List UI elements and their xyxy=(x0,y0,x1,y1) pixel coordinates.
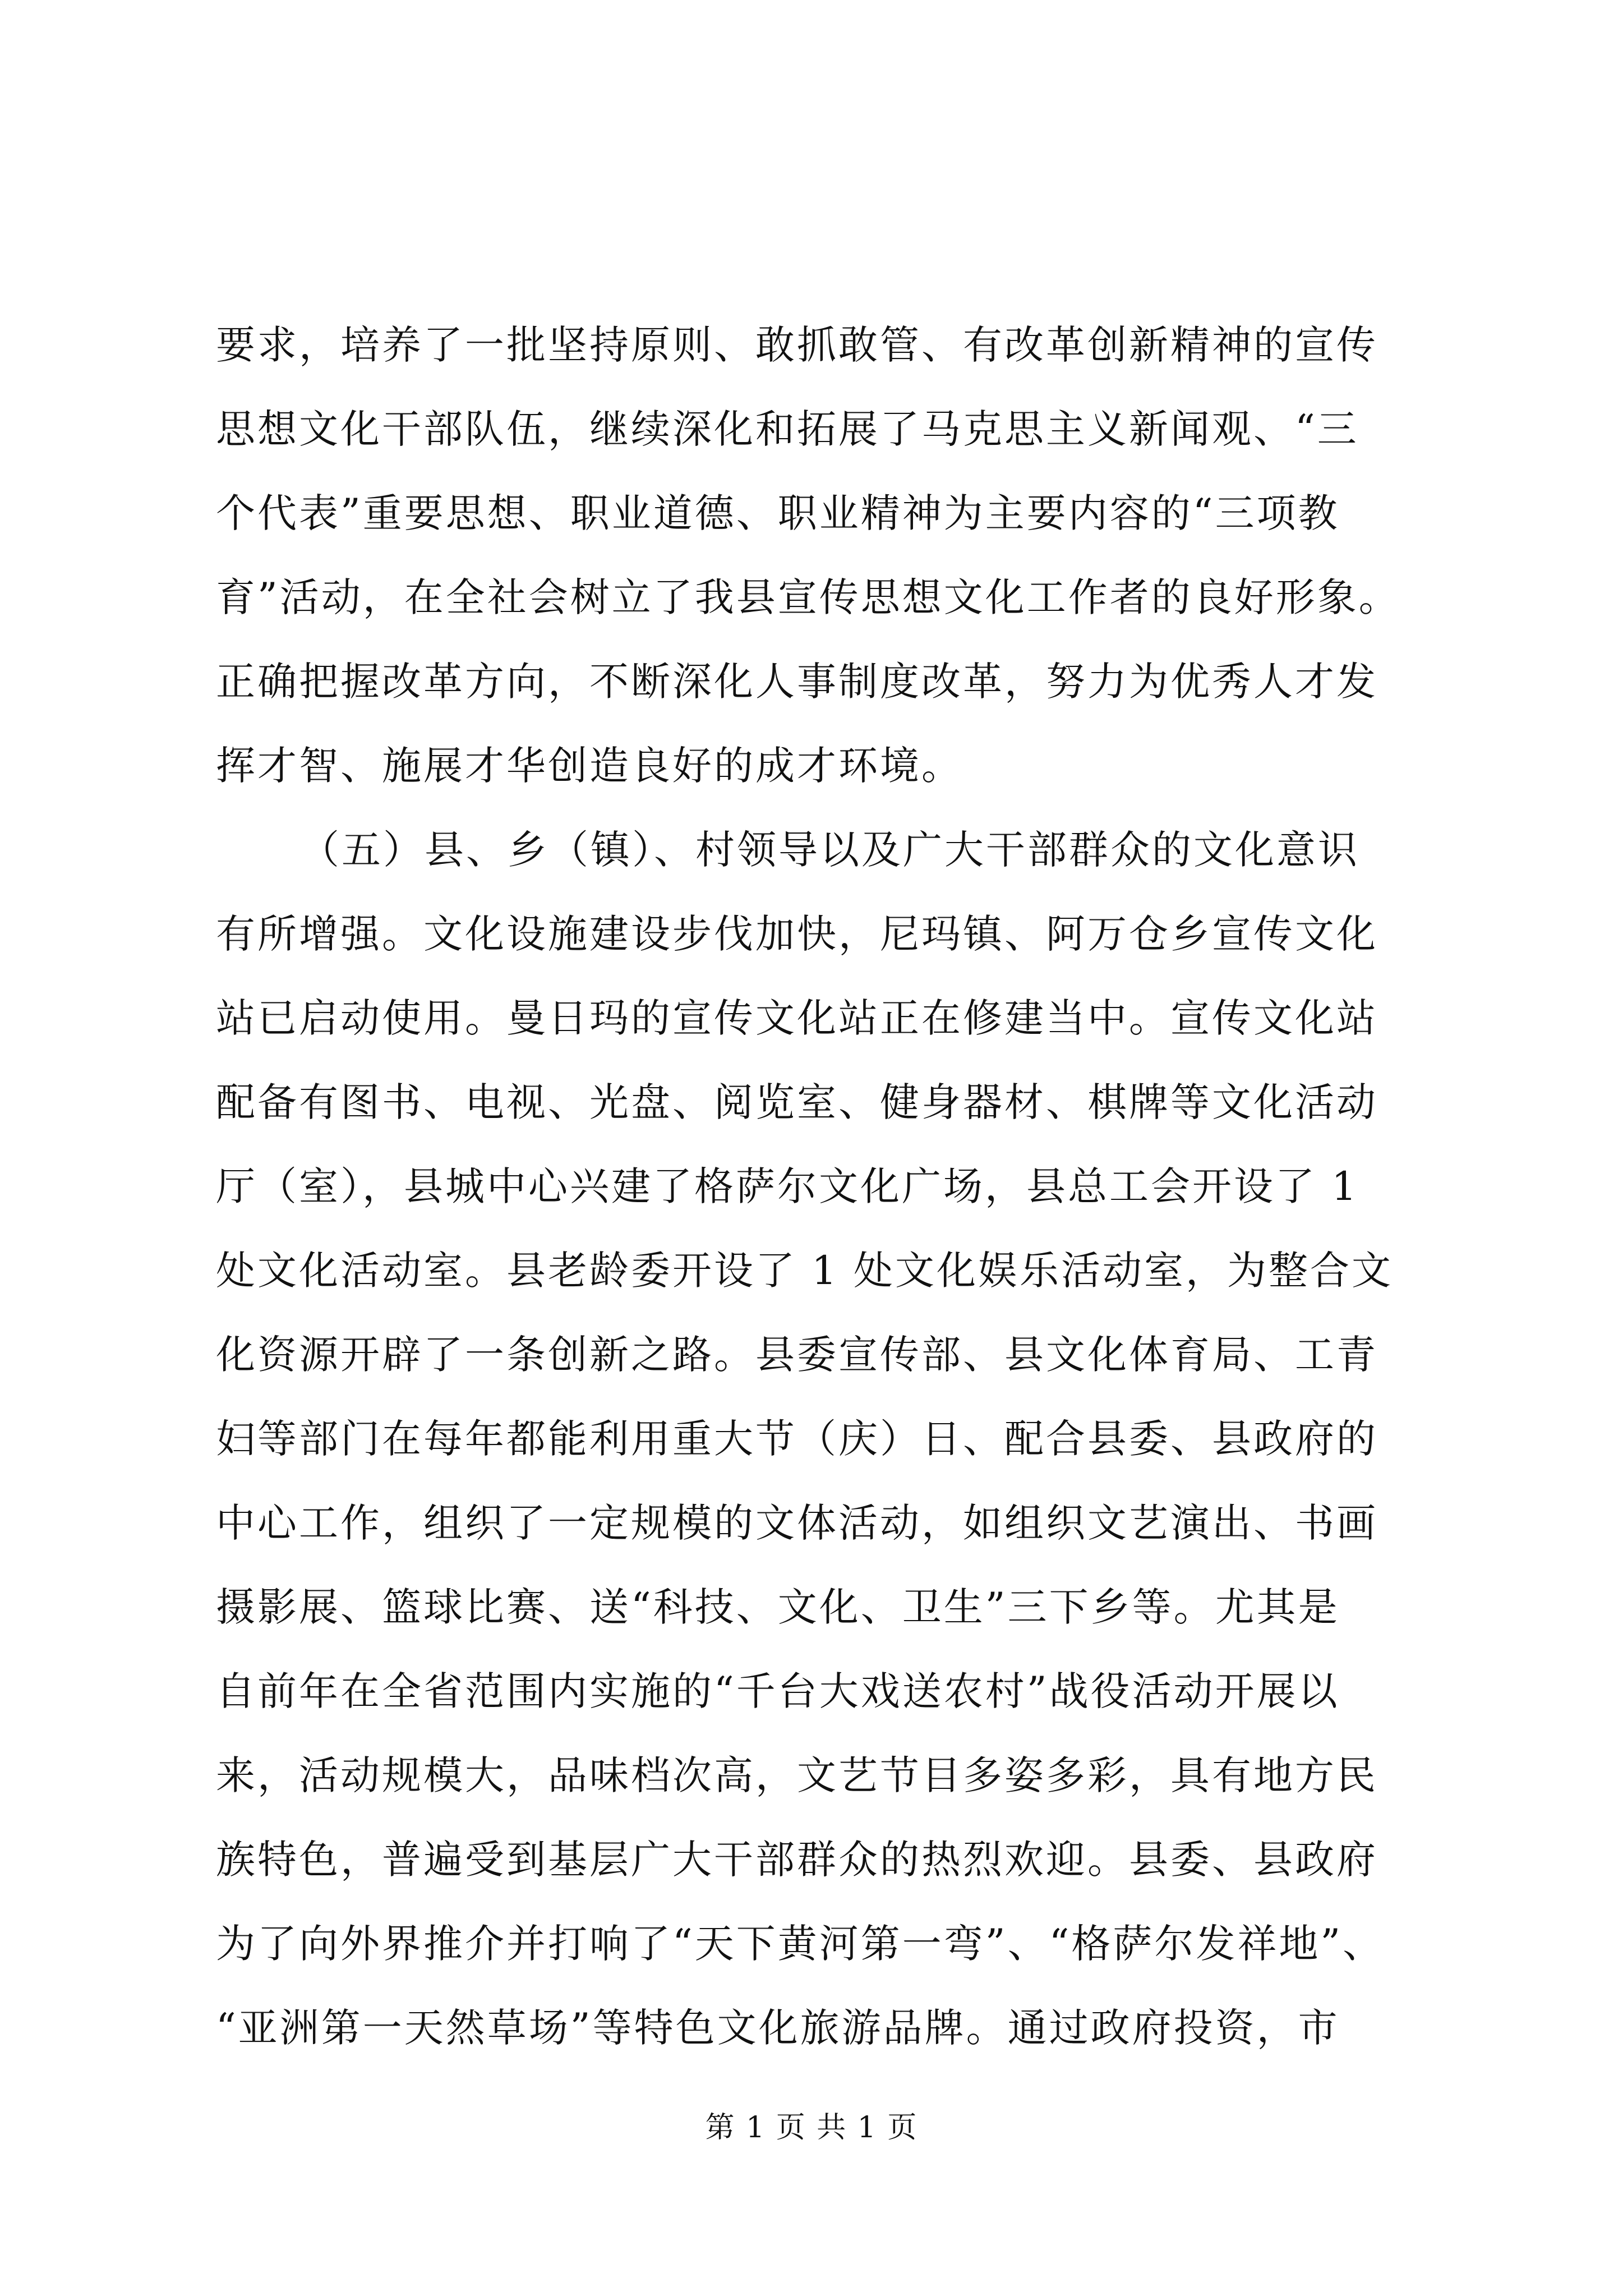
text-line: 化资源开辟了一条创新之路。县委宣传部、县文化体育局、工青 xyxy=(216,1332,1378,1378)
text-line: 处文化活动室。县老龄委开设了 1 处文化娱乐活动室，为整合文 xyxy=(216,1248,1394,1294)
text-line: 来，活动规模大，品味档次高，文艺节目多姿多彩，具有地方民 xyxy=(216,1752,1378,1798)
text-line: 妇等部门在每年都能利用重大节（庆）日、配合县委、县政府的 xyxy=(216,1416,1378,1462)
text-line: 要求，培养了一批坚持原则、敢抓敢管、有改革创新精神的宣传 xyxy=(216,322,1378,368)
paragraph-start-line: （五）县、乡（镇）、村领导以及广大干部群众的文化意识 xyxy=(300,827,1359,873)
text-line: 摄影展、篮球比赛、送“科技、文化、卫生”三下乡等。尤其是 xyxy=(216,1584,1340,1630)
text-line: 育”活动，在全社会树立了我县宣传思想文化工作者的良好形象。 xyxy=(216,574,1400,620)
text-line: 个代表”重要思想、职业道德、职业精神为主要内容的“三项教 xyxy=(216,490,1340,536)
document-body xyxy=(216,303,1416,2070)
text-line: 配备有图书、电视、光盘、阅览室、健身器材、棋牌等文化活动 xyxy=(216,1079,1378,1125)
page-footer: 第 1 页 共 1 页 xyxy=(705,2111,918,2145)
text-line: 族特色，普遍受到基层广大干部群众的热烈欢迎。县委、县政府 xyxy=(216,1837,1378,1883)
text-line: 自前年在全省范围内实施的“千台大戏送农村”战役活动开展以 xyxy=(216,1668,1340,1714)
text-line: 正确把握改革方向，不断深化人事制度改革，努力为优秀人才发 xyxy=(216,659,1378,705)
text-line: “亚洲第一天然草场”等特色文化旅游品牌。通过政府投资，市 xyxy=(216,2005,1340,2051)
text-line: 中心工作，组织了一定规模的文体活动，如组织文艺演出、书画 xyxy=(216,1500,1378,1546)
text-line: 为了向外界推介并打响了“天下黄河第一弯”、“格萨尔发祥地”、 xyxy=(216,1921,1385,1967)
text-line: 挥才智、施展才华创造良好的成才环境。 xyxy=(216,743,963,789)
text-line: 思想文化干部队伍，继续深化和拓展了马克思主义新闻观、“三 xyxy=(216,406,1359,452)
text-line: 厅（室），县城中心兴建了格萨尔文化广场，县总工会开设了 1 xyxy=(216,1163,1359,1209)
text-line: 站已启动使用。曼日玛的宣传文化站正在修建当中。宣传文化站 xyxy=(216,995,1378,1041)
text-line: 有所增强。文化设施建设步伐加快，尼玛镇、阿万仓乡宣传文化 xyxy=(216,911,1378,957)
